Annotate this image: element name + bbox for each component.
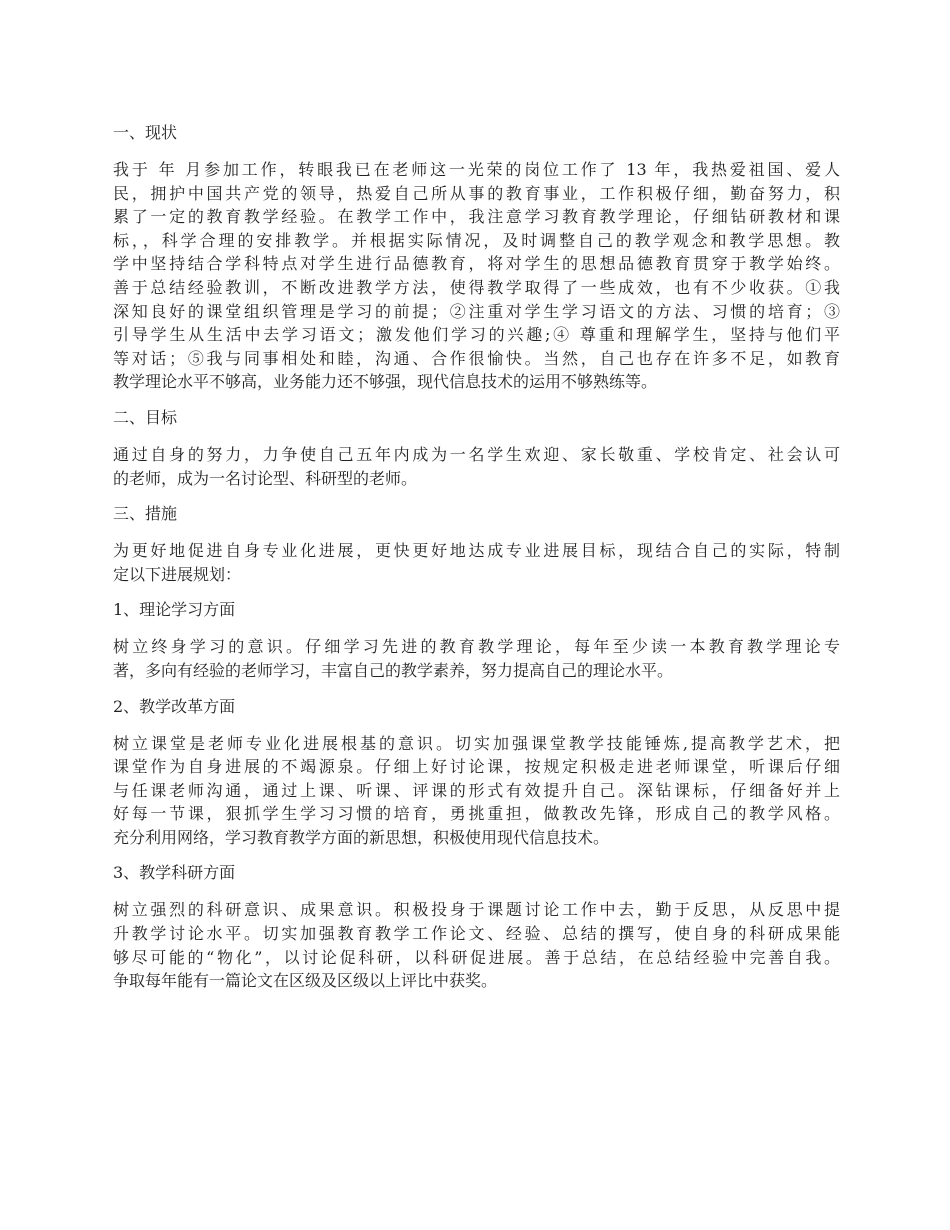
heading-reform: 2、教学改革方面 [113,696,236,716]
paragraph-line: 争取每年能有一篇论文在区级及区级以上评比中获奖。 [113,971,498,991]
paragraph-line: 树立强烈的科研意识、成果意识。积极投身于课题讨论工作中去，勤于反思，从反思中提 [113,900,840,920]
paragraph-line: 等对话；⑤我与同事相处和睦，沟通、合作很愉快。当然，自己也存在许多不足，如教育 [113,348,840,368]
paragraph-line: 民，拥护中国共产党的领导，热爱自己所从事的教育事业，工作积极仔细，勤奋努力，积 [113,183,840,203]
paragraph-line: 我于 年 月参加工作，转眼我已在老师这一光荣的岗位工作了 13 年，我热爱祖国、爱人 [113,160,840,179]
paragraph-line: 充分利用网络，学习教育教学方面的新思想，积极使用现代信息技术。 [113,827,610,847]
paragraph-line: 的老师，成为一名讨论型、科研型的老师。 [113,468,418,488]
paragraph-line: 树立课堂是老师专业化进展根基的意识。切实加强课堂教学技能锤炼,提高教学艺术，把 [113,733,840,753]
heading-goal: 二、目标 [113,407,178,427]
paragraph-theory [113,635,840,682]
paragraph-line: 引导学生从生活中去学习语文；激发他们学习的兴趣;④ 尊重和理解学生，坚持与他们平 [113,325,840,345]
paragraph-measures [113,539,840,586]
paragraph-line: 升教学讨论水平。切实加强教育教学工作论文、经验、总结的撰写，使自身的科研成果能 [113,924,840,944]
paragraph-research [113,898,840,992]
paragraph-line: 著，多向有经验的老师学习，丰富自己的教学素养，努力提高自己的理论水平。 [113,660,674,680]
paragraph-line: 标，，科学合理的安排教学。并根据实际情况，及时调整自己的教学观念和教学思想。教 [113,230,840,250]
paragraph-line: 教学理论水平不够高，业务能力还不够强，现代信息技术的运用不够熟练等。 [113,372,658,392]
paragraph-line: 树立终身学习的意识。仔细学习先进的教育教学理论，每年至少读一本教育教学理论专 [113,637,840,657]
paragraph-line: 累了一定的教育教学经验。在教学工作中，我注意学习教育教学理论，仔细钻研教材和课 [113,207,840,227]
heading-status: 一、现状 [113,123,178,142]
paragraph-line: 为更好地促进自身专业化进展，更快更好地达成专业进展目标，现结合自己的实际，特制 [113,541,840,561]
paragraph-goal [113,443,840,490]
paragraph-reform [113,732,840,850]
paragraph-line: 课堂作为自身进展的不竭源泉。仔细上好讨论课，按规定积极走进老师课堂，听课后仔细 [113,757,840,777]
paragraph-line: 善于总结经验教训，不断改进教学方法，使得教学取得了一些成效，也有不少收获。①我 [113,277,840,297]
paragraph-line: 学中坚持结合学科特点对学生进行品德教育，将对学生的思想品德教育贯穿于教学始终。 [113,254,840,274]
document-page [113,122,840,1006]
paragraph-line: 好每一节课，狠抓学生学习习惯的培育，勇挑重担，做教改先锋，形成自己的教学风格。 [113,804,840,824]
heading-research: 3、教学科研方面 [113,863,236,883]
paragraph-line: 够尽可能的“物化”，以讨论促科研，以科研促进展。善于总结，在总结经验中完善自我。 [113,947,840,967]
paragraph-line: 通过自身的努力，力争使自己五年内成为一名学生欢迎、家长敬重、学校肯定、社会认可 [113,444,840,464]
paragraph-status [113,158,840,394]
heading-measures: 三、措施 [113,504,178,524]
heading-theory: 1、理论学习方面 [113,600,236,620]
paragraph-line: 定以下进展规划： [113,564,242,584]
paragraph-line: 与任课老师沟通，通过上课、听课、评课的形式有效提升自己。深钻课标，仔细备好并上 [113,780,840,800]
paragraph-line: 深知良好的课堂组织管理是学习的前提；②注重对学生学习语文的方法、习惯的培育；③ [113,301,840,321]
